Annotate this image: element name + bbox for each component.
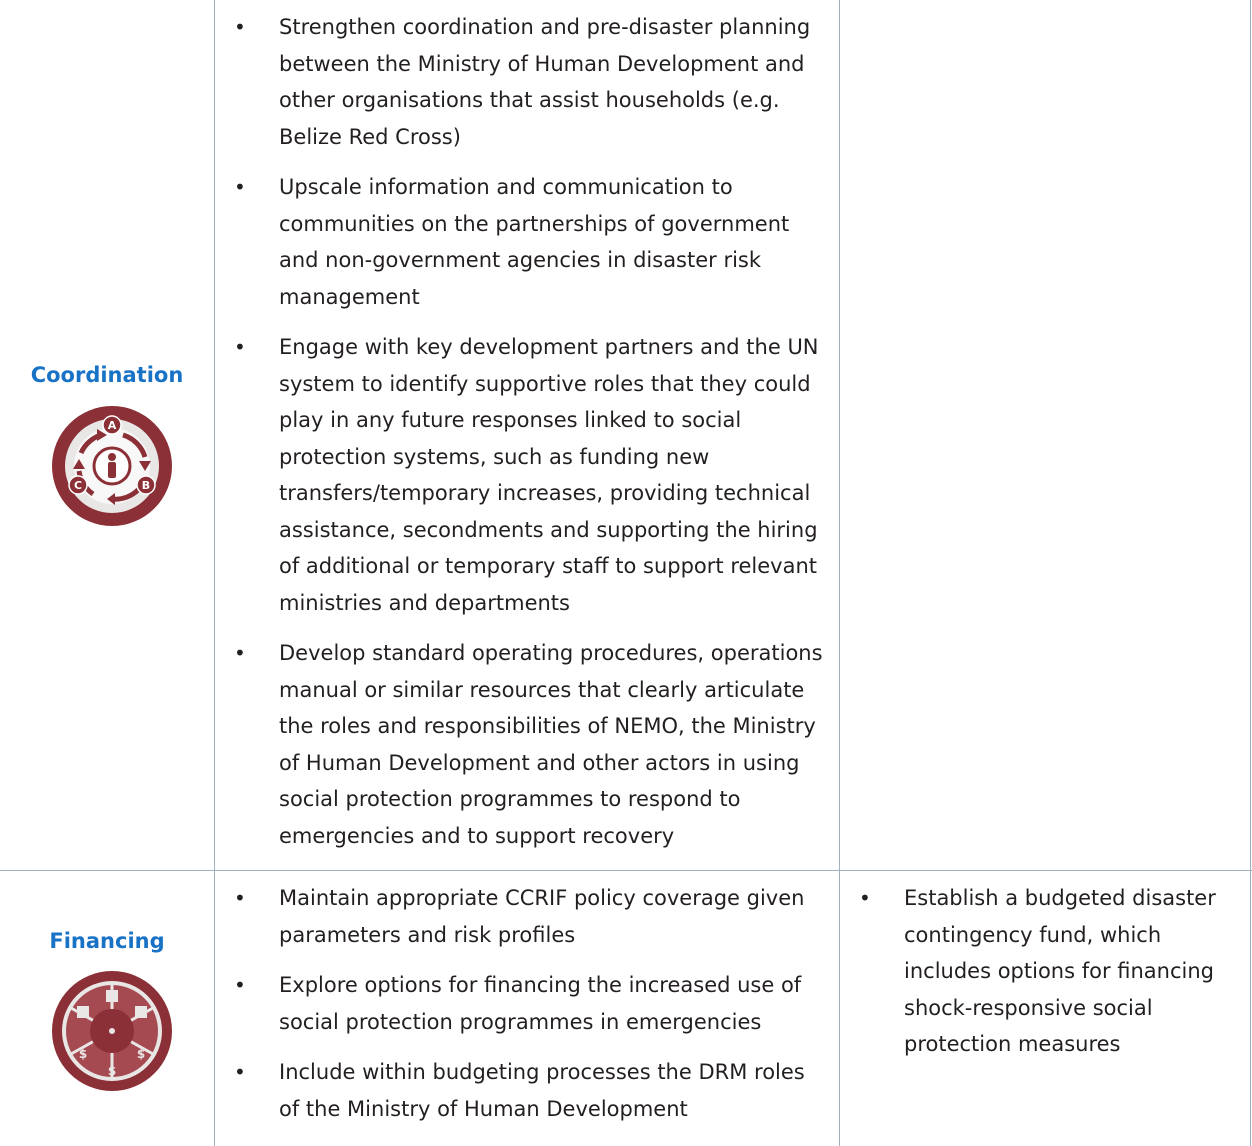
bullet: • xyxy=(234,1060,246,1084)
bullet: • xyxy=(234,175,246,199)
column-divider-2 xyxy=(839,0,840,1146)
row-divider xyxy=(0,870,1252,871)
dollar-marker: $ xyxy=(107,1064,117,1078)
bullet: • xyxy=(234,335,246,359)
list-item: • Maintain appropriate CCRIF policy coverage given parameters and risk profiles xyxy=(216,880,830,953)
dollar-marker: $ xyxy=(136,1047,146,1061)
dollar-marker: $ xyxy=(78,1047,88,1061)
list-item: • Explore options for financing the increased use of social protection programmes in emergencies xyxy=(216,967,830,1040)
bullet: • xyxy=(234,886,246,910)
bullet: • xyxy=(234,973,246,997)
table-right-border xyxy=(1250,0,1251,1146)
row-label-financing: Financing xyxy=(49,929,165,953)
node-b-label: B xyxy=(141,479,151,492)
list-item: • Upscale information and communication to communities on the partnerships of government and non-government agencies in disaster risk management xyxy=(216,169,830,315)
list-item: • Engage with key development partners and the UN system to identify supportive roles that they could play in any future responses linked to social protection systems, such as funding new transfers/temporary increases, providing technical assistance, secondments and supporting the hiring of additional or temporary staff to support relevant ministries and departments xyxy=(216,329,830,621)
bullet: • xyxy=(859,886,871,910)
financing-wheel-icon xyxy=(51,970,173,1092)
node-c-label: C xyxy=(73,479,83,492)
financing-longterm-list xyxy=(841,880,1235,1063)
list-item: • Strengthen coordination and pre-disaster planning between the Ministry of Human Development and other organisations that assist households (e.g. Belize Red Cross) xyxy=(216,9,830,155)
coordination-cycle-icon xyxy=(51,405,173,527)
list-item: • Establish a budgeted disaster contingency fund, which includes options for financing shock-responsive social protection measures xyxy=(841,880,1235,1063)
list-item: • Include within budgeting processes the DRM roles of the Ministry of Human Development xyxy=(216,1054,830,1127)
list-item: • Develop standard operating procedures, operations manual or similar resources that clearly articulate the roles and responsibilities of NEMO, the Ministry of Human Development and other actors in using social protection programmes to respond to emergencies and to support recovery xyxy=(216,635,830,854)
column-divider-1 xyxy=(214,0,215,1146)
node-a-label: A xyxy=(107,419,117,432)
coordination-actions-list xyxy=(216,9,830,854)
bullet: • xyxy=(234,641,246,665)
financing-actions-list xyxy=(216,880,830,1127)
bullet: • xyxy=(234,15,246,39)
row-label-coordination: Coordination xyxy=(30,363,184,387)
